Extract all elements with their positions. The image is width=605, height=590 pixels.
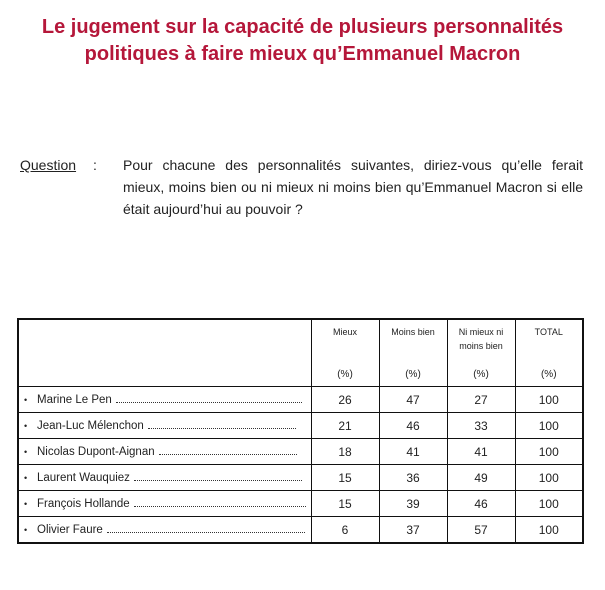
- row-name-cell: [18, 387, 311, 413]
- title-line-1: Le jugement sur la capacité de plusieurs personnalités: [41, 16, 564, 38]
- value-mieux: 6: [311, 517, 379, 544]
- dot-leader: [159, 453, 297, 455]
- value-total: 100: [515, 517, 583, 544]
- table-row: [18, 387, 583, 413]
- value-ni-mieux-ni-moins-bien: 41: [447, 439, 515, 465]
- row-name-cell: [18, 465, 311, 491]
- politician-name: Olivier Faure: [37, 523, 103, 536]
- politician-name: Nicolas Dupont-Aignan: [37, 445, 155, 458]
- value-moins-bien: 46: [379, 413, 447, 439]
- value-ni-mieux-ni-moins-bien: 27: [447, 387, 515, 413]
- header-unit: (%): [473, 369, 489, 380]
- value-total: 100: [515, 413, 583, 439]
- header-label: Mieux: [332, 327, 357, 337]
- politician-name: Jean-Luc Mélenchon: [37, 419, 144, 432]
- value-ni-mieux-ni-moins-bien: 57: [447, 517, 515, 544]
- table-body: [18, 387, 583, 544]
- bullet-icon: •: [24, 394, 28, 405]
- header-moins-bien: [379, 319, 447, 387]
- header-label: Moins bien: [391, 327, 435, 337]
- header-mieux: [311, 319, 379, 387]
- question-colon: :: [93, 157, 97, 173]
- header-unit: (%): [405, 369, 421, 380]
- value-total: 100: [515, 491, 583, 517]
- question-text: Pour chacune des personnalités suivantes, diriez-vous qu’elle ferait mieux, moins bien ou ni mieux ni moins bien qu’Emmanuel Macron si elle était aujourd’hui au pouvoir ?: [123, 157, 583, 217]
- header-label: Ni mieux ni moins bien: [458, 327, 504, 351]
- table-row: [18, 491, 583, 517]
- header-ni-mieux-ni-moins-bien: [447, 319, 515, 387]
- value-moins-bien: 47: [379, 387, 447, 413]
- header-total: [515, 319, 583, 387]
- table-row: [18, 413, 583, 439]
- header-unit: (%): [540, 369, 557, 380]
- bullet-icon: •: [24, 498, 28, 509]
- value-moins-bien: 37: [379, 517, 447, 544]
- value-total: 100: [515, 387, 583, 413]
- dot-leader: [134, 479, 302, 481]
- value-ni-mieux-ni-moins-bien: 33: [447, 413, 515, 439]
- value-mieux: 26: [311, 387, 379, 413]
- bullet-icon: •: [24, 472, 28, 483]
- header-name-cell: [18, 319, 311, 387]
- dot-leader: [107, 531, 305, 533]
- bullet-icon: •: [24, 446, 28, 457]
- value-moins-bien: 41: [379, 439, 447, 465]
- header-unit: (%): [337, 369, 353, 380]
- dot-leader: [148, 427, 296, 429]
- value-mieux: 15: [311, 465, 379, 491]
- title-line-2: politiques à faire mieux qu’Emmanuel Macron: [84, 43, 521, 65]
- value-ni-mieux-ni-moins-bien: 46: [447, 491, 515, 517]
- value-total: 100: [515, 439, 583, 465]
- row-name-cell: [18, 517, 311, 544]
- row-name-cell: [18, 413, 311, 439]
- bullet-icon: •: [24, 420, 28, 431]
- politician-name: François Hollande: [37, 497, 130, 510]
- value-total: 100: [515, 465, 583, 491]
- value-mieux: 15: [311, 491, 379, 517]
- dot-leader: [134, 505, 306, 507]
- bullet-icon: •: [24, 524, 28, 535]
- table-header-row: [18, 319, 583, 387]
- table-row: [18, 517, 583, 544]
- politician-name: Laurent Wauquiez: [37, 471, 130, 484]
- row-name-cell: [18, 491, 311, 517]
- dot-leader: [116, 401, 302, 403]
- politician-name: Marine Le Pen: [37, 393, 112, 406]
- value-mieux: 18: [311, 439, 379, 465]
- value-ni-mieux-ni-moins-bien: 49: [447, 465, 515, 491]
- table-row: [18, 439, 583, 465]
- value-moins-bien: 36: [379, 465, 447, 491]
- table-row: [18, 465, 583, 491]
- results-table: [17, 318, 584, 544]
- value-moins-bien: 39: [379, 491, 447, 517]
- header-label: TOTAL: [534, 327, 563, 337]
- row-name-cell: [18, 439, 311, 465]
- question-label: Question: [20, 157, 77, 173]
- value-mieux: 21: [311, 413, 379, 439]
- page-title: [0, 14, 605, 68]
